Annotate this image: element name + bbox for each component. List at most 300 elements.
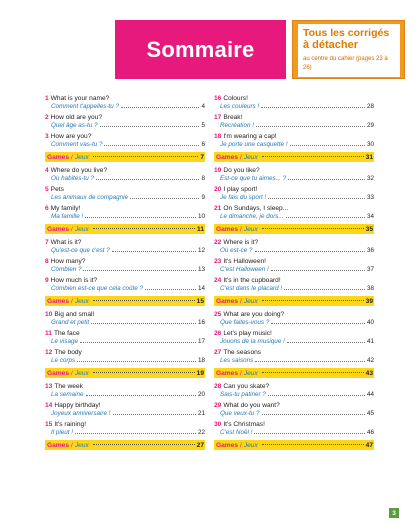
corriges-line-3: au centre du cahier (pages 23 à 26)	[303, 56, 388, 71]
lesson-title-fr: Qu'est-ce que c'est ?	[51, 247, 110, 254]
page-ref: 4	[201, 103, 205, 110]
games-label-en: Games	[47, 369, 69, 377]
games-row[interactable]	[45, 224, 205, 234]
entry-subtitle	[45, 122, 205, 130]
lesson-title-en: The seasons	[223, 349, 262, 356]
entry-title	[45, 239, 205, 247]
dot-leader	[255, 361, 365, 362]
lesson-title-en: Can you skate?	[223, 383, 270, 390]
entry-subtitle	[45, 266, 205, 274]
lesson-title-fr: Quel âge as-tu ?	[51, 122, 98, 129]
lesson-title-fr: Où habites-tu ?	[51, 175, 95, 182]
dot-leader	[93, 228, 195, 229]
games-separator: /	[71, 369, 73, 377]
toc-entry[interactable]	[214, 330, 374, 346]
lesson-title-fr: C'est Halloween !	[220, 266, 269, 273]
page-ref: 14	[197, 285, 205, 292]
lesson-number: 26	[214, 330, 222, 337]
entry-title	[45, 383, 205, 391]
dot-leader	[113, 414, 196, 415]
lesson-title-en: Where is it?	[223, 239, 259, 246]
page-ref: 45	[366, 410, 374, 417]
games-label-fr: Jeux	[243, 297, 258, 305]
entry-title	[45, 311, 205, 319]
lesson-title-fr: Comment t'appelles-tu ?	[51, 103, 120, 110]
lesson-title-fr: Les saisons	[220, 357, 254, 364]
games-label-en: Games	[216, 441, 238, 449]
toc-column-left	[45, 95, 205, 455]
games-label-en: Games	[216, 153, 238, 161]
dot-leader	[100, 126, 200, 127]
games-separator: /	[240, 297, 242, 305]
games-label-en: Games	[47, 153, 69, 161]
entry-title	[45, 349, 205, 357]
lesson-title-en: Pets	[50, 186, 64, 193]
toc-entry[interactable]	[214, 349, 374, 365]
entry-subtitle	[45, 429, 205, 437]
lesson-title-fr: Les animaux de compagnie	[51, 194, 129, 201]
page-ref: 32	[366, 175, 374, 182]
entry-subtitle	[214, 103, 374, 111]
dot-leader	[91, 323, 196, 324]
toc-entry[interactable]	[45, 311, 205, 327]
toc-column-right	[214, 95, 374, 455]
lesson-number: 10	[45, 311, 53, 318]
page-ref: 21	[197, 410, 205, 417]
lesson-number: 8	[45, 258, 49, 265]
entry-title	[214, 421, 374, 429]
lesson-title-fr: Combien ?	[51, 266, 82, 273]
page-ref: 34	[366, 213, 374, 220]
toc-entry[interactable]	[45, 239, 205, 255]
page-ref: 12	[197, 247, 205, 254]
games-label-fr: Jeux	[243, 153, 258, 161]
page-ref: 47	[365, 441, 373, 449]
entry-subtitle	[214, 266, 374, 274]
corriges-banner	[292, 20, 405, 79]
corriges-line-2: à détacher	[303, 39, 359, 51]
lesson-title-fr: C'est Noël !	[220, 429, 253, 436]
lesson-title-en: Big and small	[54, 311, 94, 318]
entry-title	[45, 421, 205, 429]
page-ref: 44	[366, 391, 374, 398]
lesson-number: 17	[214, 114, 222, 121]
toc-entry[interactable]	[214, 114, 374, 130]
games-label-en: Games	[47, 225, 69, 233]
toc-entry[interactable]	[45, 205, 205, 221]
entry-title	[214, 133, 374, 141]
lesson-title-en: How many?	[50, 258, 86, 265]
entry-subtitle	[214, 410, 374, 418]
games-separator: /	[71, 153, 73, 161]
entry-subtitle	[45, 213, 205, 221]
lesson-number: 28	[214, 383, 222, 390]
entry-title	[45, 205, 205, 213]
entry-subtitle	[45, 391, 205, 399]
lesson-title-fr: Joyeux anniversaire !	[51, 410, 111, 417]
toc-entry[interactable]	[214, 383, 374, 399]
games-row[interactable]	[45, 440, 205, 450]
lesson-title-en: How are you?	[50, 133, 92, 140]
page-ref: 43	[365, 369, 373, 377]
entry-subtitle	[45, 319, 205, 327]
games-row[interactable]	[214, 152, 374, 162]
dot-leader	[268, 395, 365, 396]
lesson-number: 30	[214, 421, 222, 428]
lesson-title-en: What do you want?	[223, 402, 280, 409]
games-separator: /	[71, 441, 73, 449]
entry-title	[214, 205, 374, 213]
lesson-number: 21	[214, 205, 222, 212]
dot-leader	[96, 179, 199, 180]
games-label-fr: Jeux	[243, 225, 258, 233]
lesson-title-fr: Est-ce que tu aimes... ?	[220, 175, 287, 182]
lesson-number: 23	[214, 258, 222, 265]
entry-subtitle	[214, 213, 374, 221]
games-label-en: Games	[47, 441, 69, 449]
lesson-number: 18	[214, 133, 222, 140]
lesson-title-fr: Le dimanche, je dors...	[220, 213, 284, 220]
dot-leader	[262, 444, 364, 445]
entry-subtitle	[214, 429, 374, 437]
dot-leader	[271, 270, 365, 271]
entry-subtitle	[214, 247, 374, 255]
games-row[interactable]	[45, 296, 205, 306]
entry-subtitle	[45, 410, 205, 418]
lesson-title-en: The face	[53, 330, 80, 337]
page-ref: 8	[201, 175, 205, 182]
toc-entry[interactable]	[214, 311, 374, 327]
lesson-number: 11	[45, 330, 52, 337]
games-separator: /	[240, 369, 242, 377]
entry-title	[214, 258, 374, 266]
games-separator: /	[240, 225, 242, 233]
page-ref: 33	[366, 194, 374, 201]
entry-subtitle	[214, 391, 374, 399]
lesson-number: 5	[45, 186, 49, 193]
lesson-number: 2	[45, 114, 49, 121]
page-ref: 6	[201, 141, 205, 148]
lesson-title-en: Where do you live?	[50, 167, 108, 174]
toc-entry[interactable]	[214, 239, 374, 255]
lesson-title-fr: Je porte une casquette !	[220, 141, 288, 148]
lesson-title-en: On Sundays, I sleep...	[223, 205, 289, 212]
dot-leader	[85, 217, 196, 218]
dot-leader	[145, 289, 196, 290]
lesson-title-fr: Que faites-vous ?	[220, 319, 270, 326]
corriges-box	[297, 23, 401, 78]
page-ref: 29	[366, 122, 374, 129]
lesson-number: 27	[214, 349, 222, 356]
toc-entry[interactable]	[45, 402, 205, 418]
page-ref: 17	[197, 338, 205, 345]
games-row[interactable]	[214, 224, 374, 234]
lesson-title-fr: Sais-tu patiner ?	[220, 391, 266, 398]
entry-title	[214, 239, 374, 247]
page-ref: 35	[365, 225, 373, 233]
lesson-title-fr: Grand et petit	[51, 319, 90, 326]
entry-subtitle	[214, 285, 374, 293]
page-ref: 7	[200, 153, 204, 161]
entry-title	[214, 330, 374, 338]
page-ref: 28	[366, 103, 374, 110]
dot-leader	[83, 270, 196, 271]
toc-entry[interactable]	[45, 421, 205, 437]
dot-leader	[287, 342, 365, 343]
entry-title	[214, 95, 374, 103]
lesson-number: 4	[45, 167, 49, 174]
lesson-title-fr: Comment vas-tu ?	[51, 141, 103, 148]
entry-title	[45, 167, 205, 175]
lesson-title-fr: Que veux-tu ?	[220, 410, 260, 417]
entry-subtitle	[214, 141, 374, 149]
lesson-number: 12	[45, 349, 53, 356]
entry-title	[45, 186, 205, 194]
page-ref: 18	[197, 357, 205, 364]
dot-leader	[262, 372, 364, 373]
page-ref: 9	[201, 194, 205, 201]
page-ref: 11	[197, 225, 204, 233]
dot-leader	[80, 342, 196, 343]
lesson-number: 20	[214, 186, 222, 193]
page-ref: 16	[197, 319, 205, 326]
lesson-title-en: What is your name?	[50, 95, 110, 102]
games-label-fr: Jeux	[74, 225, 89, 233]
page-ref: 22	[197, 429, 205, 436]
lesson-title-en: The body	[54, 349, 82, 356]
toc-entry[interactable]	[214, 205, 374, 221]
dot-leader	[262, 414, 365, 415]
toc-entry[interactable]	[214, 277, 374, 293]
page-ref: 10	[197, 213, 205, 220]
lesson-title-fr: Je fais du sport !	[220, 194, 267, 201]
toc-entry[interactable]	[214, 421, 374, 437]
entry-title	[45, 277, 205, 285]
corriges-line-1: Tous les corrigés	[303, 27, 390, 39]
page-ref: 20	[197, 391, 205, 398]
lesson-title-en: Happy birthday!	[54, 402, 101, 409]
entry-title	[214, 402, 374, 410]
entry-title	[214, 383, 374, 391]
lesson-number: 16	[214, 95, 222, 102]
lesson-title-en: My family!	[50, 205, 81, 212]
games-separator: /	[71, 297, 73, 305]
dot-leader	[261, 107, 365, 108]
lesson-title-en: What are you doing?	[223, 311, 285, 318]
entry-subtitle	[214, 194, 374, 202]
page-ref: 46	[366, 429, 374, 436]
toc-entry[interactable]	[45, 186, 205, 202]
entry-subtitle	[45, 175, 205, 183]
page-ref: 36	[366, 247, 374, 254]
entry-subtitle	[45, 103, 205, 111]
title-banner	[115, 20, 286, 79]
page-ref: 30	[366, 141, 374, 148]
games-separator: /	[240, 441, 242, 449]
entry-title	[45, 114, 205, 122]
dot-leader	[271, 323, 365, 324]
lesson-number: 9	[45, 277, 49, 284]
entry-title	[214, 186, 374, 194]
entry-subtitle	[45, 141, 205, 149]
lesson-title-fr: Combien est-ce que cela coûte ?	[51, 285, 144, 292]
dot-leader	[286, 217, 365, 218]
toc-entry[interactable]	[45, 277, 205, 293]
lesson-title-en: Break!	[223, 114, 243, 121]
lesson-title-fr: Jouons de la musique !	[220, 338, 285, 345]
page-ref: 27	[196, 441, 204, 449]
toc-entry[interactable]	[45, 349, 205, 365]
lesson-title-en: The week	[54, 383, 83, 390]
lesson-title-en: How much is it?	[50, 277, 98, 284]
toc-entry[interactable]	[45, 258, 205, 274]
dot-leader	[75, 433, 196, 434]
lesson-number: 15	[45, 421, 53, 428]
dot-leader	[284, 289, 365, 290]
page-ref: 38	[366, 285, 374, 292]
games-row[interactable]	[45, 368, 205, 378]
lesson-number: 25	[214, 311, 222, 318]
dot-leader	[268, 198, 365, 199]
toc-entry[interactable]	[45, 114, 205, 130]
lesson-title-fr: Où est-ce ?	[220, 247, 253, 254]
entry-title	[45, 258, 205, 266]
dot-leader	[77, 361, 196, 362]
dot-leader	[112, 251, 196, 252]
lesson-number: 7	[45, 239, 49, 246]
dot-leader	[256, 126, 365, 127]
toc-entry[interactable]	[214, 167, 374, 183]
page-ref: 39	[365, 297, 373, 305]
lesson-title-fr: Le visage	[51, 338, 78, 345]
entry-title	[214, 277, 374, 285]
games-label-fr: Jeux	[74, 441, 89, 449]
lesson-number: 24	[214, 277, 222, 284]
toc-entry[interactable]	[45, 167, 205, 183]
games-label-en: Games	[216, 297, 238, 305]
entry-title	[45, 95, 205, 103]
lesson-number: 29	[214, 402, 222, 409]
dot-leader	[262, 300, 364, 301]
dot-leader	[93, 300, 195, 301]
toc-entry[interactable]	[45, 330, 205, 346]
toc-entry[interactable]	[45, 95, 205, 111]
dot-leader	[93, 372, 195, 373]
toc-entry[interactable]	[45, 383, 205, 399]
lesson-title-en: I play sport!	[223, 186, 258, 193]
lesson-title-fr: La semaine	[51, 391, 84, 398]
page-ref: 15	[196, 297, 204, 305]
dot-leader	[121, 107, 199, 108]
dot-leader	[255, 251, 365, 252]
games-label-fr: Jeux	[243, 441, 258, 449]
page-ref: 13	[197, 266, 205, 273]
dot-leader	[288, 179, 365, 180]
page-number: 3	[389, 508, 399, 518]
toc-entry[interactable]	[214, 402, 374, 418]
lesson-number: 6	[45, 205, 49, 212]
entry-subtitle	[45, 357, 205, 365]
lesson-title-fr: Le corps	[51, 357, 76, 364]
lesson-number: 14	[45, 402, 53, 409]
page-title: Sommaire	[146, 36, 255, 62]
lesson-number: 13	[45, 383, 53, 390]
lesson-title-en: Do you like?	[223, 167, 260, 174]
toc-entry[interactable]	[214, 95, 374, 111]
lesson-title-fr: Ma famille !	[51, 213, 84, 220]
entry-title	[45, 330, 205, 338]
games-row[interactable]	[214, 368, 374, 378]
dot-leader	[130, 198, 199, 199]
dot-leader	[254, 433, 365, 434]
entry-subtitle	[214, 338, 374, 346]
entry-subtitle	[214, 175, 374, 183]
toc-entry[interactable]	[214, 186, 374, 202]
games-row[interactable]	[45, 152, 205, 162]
dot-leader	[262, 228, 364, 229]
entry-subtitle	[214, 319, 374, 327]
games-label-fr: Jeux	[243, 369, 258, 377]
dot-leader	[93, 156, 199, 157]
page-ref: 42	[366, 357, 374, 364]
entry-title	[214, 311, 374, 319]
dot-leader	[93, 444, 195, 445]
games-label-fr: Jeux	[74, 297, 89, 305]
page-ref: 19	[196, 369, 204, 377]
lesson-title-en: How old are you?	[50, 114, 102, 121]
lesson-title-fr: Il pleut !	[51, 429, 74, 436]
entry-title	[214, 167, 374, 175]
toc-entry[interactable]	[214, 133, 374, 149]
entry-subtitle	[45, 338, 205, 346]
entry-title	[214, 114, 374, 122]
page-ref: 40	[366, 319, 374, 326]
games-separator: /	[71, 225, 73, 233]
entry-title	[214, 349, 374, 357]
lesson-title-en: It's raining!	[54, 421, 87, 428]
entry-subtitle	[45, 247, 205, 255]
games-row[interactable]	[214, 296, 374, 306]
games-row[interactable]	[214, 440, 374, 450]
lesson-number: 22	[214, 239, 222, 246]
lesson-number: 1	[45, 95, 49, 102]
lesson-number: 3	[45, 133, 49, 140]
toc-entry[interactable]	[45, 133, 205, 149]
games-label-fr: Jeux	[74, 153, 89, 161]
page-ref: 41	[366, 338, 374, 345]
lesson-title-en: It's in the cupboard!	[223, 277, 281, 284]
lesson-title-en: It's Halloween!	[223, 258, 267, 265]
entry-subtitle	[45, 194, 205, 202]
lesson-title-fr: C'est dans le placard !	[220, 285, 283, 292]
dot-leader	[104, 145, 199, 146]
games-label-en: Games	[47, 297, 69, 305]
entry-subtitle	[214, 357, 374, 365]
entry-title	[45, 133, 205, 141]
lesson-title-en: Let's play music!	[223, 330, 272, 337]
dot-leader	[290, 145, 365, 146]
entry-subtitle	[214, 122, 374, 130]
dot-leader	[262, 156, 364, 157]
toc-entry[interactable]	[214, 258, 374, 274]
page-ref: 37	[366, 266, 374, 273]
games-label-fr: Jeux	[74, 369, 89, 377]
lesson-title-fr: Récréation !	[220, 122, 254, 129]
games-separator: /	[240, 153, 242, 161]
page-ref: 5	[201, 122, 205, 129]
games-label-en: Games	[216, 369, 238, 377]
lesson-title-en: It's Christmas!	[223, 421, 265, 428]
